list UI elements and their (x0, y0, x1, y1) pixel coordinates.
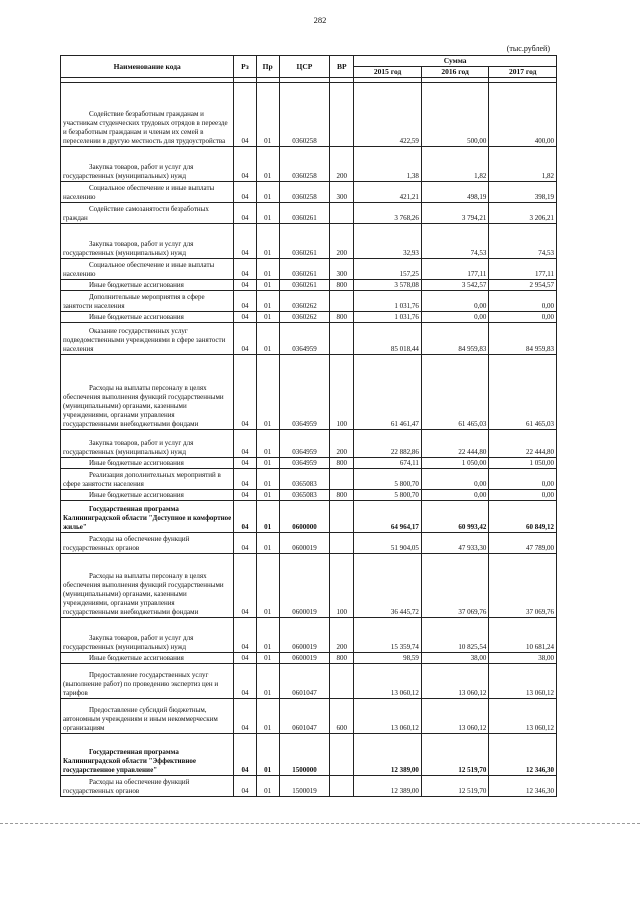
row-2015: 51 904,05 (354, 533, 422, 554)
row-2017: 398,19 (489, 182, 557, 203)
row-pr: 01 (256, 554, 279, 618)
header-name: Наименование кода (61, 56, 234, 78)
row-vr: 600 (330, 699, 354, 734)
row-csr: 0360262 (279, 291, 329, 312)
row-pr: 01 (256, 323, 279, 355)
row-2017: 37 069,76 (489, 554, 557, 618)
row-pr: 01 (256, 458, 279, 469)
row-name-text: Содействие самозанятости безработных граждан (63, 205, 209, 223)
row-rz: 04 (234, 291, 256, 312)
table-row (61, 224, 557, 259)
table-row (61, 653, 557, 664)
row-name-text: Закупка товаров, работ и услуг для государственных (муниципальных) нужд (63, 634, 194, 652)
table-row (61, 501, 557, 533)
row-vr: 100 (330, 355, 354, 430)
row-vr: 300 (330, 182, 354, 203)
row-name-text: Социальное обеспечение и иные выплаты населению (63, 261, 215, 279)
row-vr: 800 (330, 312, 354, 323)
row-2015: 85 018,44 (354, 323, 422, 355)
scan-dashed-line (0, 823, 640, 824)
row-2016: 0,00 (421, 291, 489, 312)
row-rz: 04 (234, 458, 256, 469)
row-name-text: Государственная программа Калининградской области "Доступное и комфортное жилье" (63, 505, 232, 532)
row-2015: 3 578,08 (354, 280, 422, 291)
row-csr: 1500019 (279, 776, 329, 797)
row-pr: 01 (256, 291, 279, 312)
row-2016: 13 060,12 (421, 699, 489, 734)
row-rz: 04 (234, 280, 256, 291)
row-name (61, 224, 234, 259)
row-rz: 04 (234, 182, 256, 203)
row-csr: 0360261 (279, 259, 329, 280)
row-2017: 38,00 (489, 653, 557, 664)
row-rz: 04 (234, 147, 256, 182)
row-pr: 01 (256, 83, 279, 147)
row-csr: 0364959 (279, 323, 329, 355)
row-csr: 0365083 (279, 490, 329, 501)
row-vr: 100 (330, 554, 354, 618)
header-row-1 (61, 56, 557, 67)
units-label: (тыс.рублей) (506, 44, 550, 53)
row-2015: 157,25 (354, 259, 422, 280)
row-csr: 0600019 (279, 533, 329, 554)
table-row (61, 618, 557, 653)
row-vr: 200 (330, 224, 354, 259)
row-rz: 04 (234, 554, 256, 618)
row-csr: 0360262 (279, 312, 329, 323)
row-2015: 22 882,86 (354, 430, 422, 458)
row-vr: 200 (330, 430, 354, 458)
table-body (61, 83, 557, 797)
row-2015: 421,21 (354, 182, 422, 203)
table-row (61, 291, 557, 312)
row-vr (330, 291, 354, 312)
row-name (61, 653, 234, 664)
table-row (61, 664, 557, 699)
row-csr: 0360261 (279, 280, 329, 291)
row-pr: 01 (256, 664, 279, 699)
row-rz: 04 (234, 430, 256, 458)
row-vr (330, 203, 354, 224)
row-2017: 60 849,12 (489, 501, 557, 533)
row-2015: 13 060,12 (354, 699, 422, 734)
row-csr: 0600000 (279, 501, 329, 533)
row-2015: 64 964,17 (354, 501, 422, 533)
row-rz: 04 (234, 323, 256, 355)
row-rz: 04 (234, 664, 256, 699)
row-pr: 01 (256, 501, 279, 533)
row-name (61, 147, 234, 182)
row-rz: 04 (234, 734, 256, 776)
row-pr: 01 (256, 469, 279, 490)
row-2017: 177,11 (489, 259, 557, 280)
row-2016: 60 993,42 (421, 501, 489, 533)
row-name (61, 280, 234, 291)
row-vr: 800 (330, 653, 354, 664)
row-2015: 674,11 (354, 458, 422, 469)
row-csr: 0360261 (279, 224, 329, 259)
row-pr: 01 (256, 490, 279, 501)
row-name (61, 355, 234, 430)
table-row (61, 430, 557, 458)
row-2016: 47 933,30 (421, 533, 489, 554)
row-2016: 84 959,83 (421, 323, 489, 355)
row-vr: 800 (330, 280, 354, 291)
row-name-text: Иные бюджетные ассигнования (89, 459, 184, 468)
header-pr: Пр (256, 56, 279, 78)
row-rz: 04 (234, 776, 256, 797)
row-csr: 0600019 (279, 618, 329, 653)
row-pr: 01 (256, 312, 279, 323)
row-rz: 04 (234, 469, 256, 490)
row-name-text: Государственная программа Калининградской области "Эффективное государственное управление" (63, 748, 196, 775)
table-row (61, 312, 557, 323)
row-rz: 04 (234, 83, 256, 147)
row-2017: 0,00 (489, 469, 557, 490)
row-rz: 04 (234, 490, 256, 501)
row-vr (330, 501, 354, 533)
row-pr: 01 (256, 430, 279, 458)
row-name-text: Социальное обеспечение и иные выплаты населению (63, 184, 215, 202)
header-rz: Рз (234, 56, 256, 78)
page-number: 282 (313, 15, 327, 25)
row-rz: 04 (234, 501, 256, 533)
row-name (61, 490, 234, 501)
table-row (61, 355, 557, 430)
row-name (61, 699, 234, 734)
table-row (61, 203, 557, 224)
row-rz: 04 (234, 653, 256, 664)
table-row (61, 83, 557, 147)
row-2017: 13 060,12 (489, 699, 557, 734)
row-name (61, 458, 234, 469)
row-2016: 498,19 (421, 182, 489, 203)
row-vr (330, 776, 354, 797)
row-2017: 0,00 (489, 312, 557, 323)
row-2017: 400,00 (489, 83, 557, 147)
row-csr: 0601047 (279, 699, 329, 734)
row-rz: 04 (234, 355, 256, 430)
row-pr: 01 (256, 653, 279, 664)
row-name (61, 501, 234, 533)
row-pr: 01 (256, 147, 279, 182)
table-row (61, 533, 557, 554)
row-name (61, 203, 234, 224)
row-vr: 300 (330, 259, 354, 280)
row-2016: 1 050,00 (421, 458, 489, 469)
row-pr: 01 (256, 182, 279, 203)
row-2016: 3 542,57 (421, 280, 489, 291)
row-csr: 0600019 (279, 653, 329, 664)
header-2016: 2016 год (421, 67, 489, 78)
row-name-text: Закупка товаров, работ и услуг для государственных (муниципальных) нужд (63, 439, 194, 457)
row-2015: 5 800,70 (354, 490, 422, 501)
row-name-text: Оказание государственных услуг подведомственными учреждениями в сфере занятости населения (63, 327, 226, 354)
row-2017: 0,00 (489, 490, 557, 501)
header-2017: 2017 год (489, 67, 557, 78)
row-csr: 0360258 (279, 83, 329, 147)
row-name (61, 533, 234, 554)
row-name-text: Расходы на обеспечение функций государственных органов (63, 778, 190, 796)
row-2015: 1 031,76 (354, 312, 422, 323)
row-2015: 36 445,72 (354, 554, 422, 618)
row-pr: 01 (256, 355, 279, 430)
row-2017: 84 959,83 (489, 323, 557, 355)
row-2016: 3 794,21 (421, 203, 489, 224)
row-name-text: Предоставление субсидий бюджетным, автономным учреждениям и иным некоммерческим организациям (63, 706, 218, 733)
row-2017: 74,53 (489, 224, 557, 259)
row-pr: 01 (256, 224, 279, 259)
row-2016: 177,11 (421, 259, 489, 280)
table-row (61, 458, 557, 469)
row-2016: 61 465,03 (421, 355, 489, 430)
row-rz: 04 (234, 224, 256, 259)
row-pr: 01 (256, 203, 279, 224)
row-csr: 0365083 (279, 469, 329, 490)
row-2016: 37 069,76 (421, 554, 489, 618)
row-2016: 500,00 (421, 83, 489, 147)
row-pr: 01 (256, 734, 279, 776)
row-rz: 04 (234, 259, 256, 280)
row-vr (330, 323, 354, 355)
row-2015: 15 359,74 (354, 618, 422, 653)
row-rz: 04 (234, 312, 256, 323)
row-name-text: Дополнительные мероприятия в сфере занятости населения (63, 293, 205, 311)
row-csr: 0600019 (279, 554, 329, 618)
row-csr: 0360261 (279, 203, 329, 224)
row-pr: 01 (256, 280, 279, 291)
row-name (61, 554, 234, 618)
row-2015: 12 389,00 (354, 734, 422, 776)
row-2016: 22 444,80 (421, 430, 489, 458)
row-name-text: Расходы на обеспечение функций государственных органов (63, 535, 190, 553)
row-name (61, 664, 234, 699)
row-name-text: Иные бюджетные ассигнования (89, 654, 184, 663)
row-2017: 3 206,21 (489, 203, 557, 224)
row-name-text: Иные бюджетные ассигнования (89, 491, 184, 500)
row-name-text: Реализация дополнительных мероприятий в сфере занятости населения (63, 471, 221, 489)
row-vr: 200 (330, 618, 354, 653)
row-2015: 422,59 (354, 83, 422, 147)
row-2015: 5 800,70 (354, 469, 422, 490)
row-2016: 13 060,12 (421, 664, 489, 699)
row-2015: 1,38 (354, 147, 422, 182)
row-pr: 01 (256, 259, 279, 280)
row-vr: 800 (330, 490, 354, 501)
row-pr: 01 (256, 776, 279, 797)
row-name (61, 291, 234, 312)
row-vr (330, 664, 354, 699)
row-2017: 1,82 (489, 147, 557, 182)
row-2015: 3 768,26 (354, 203, 422, 224)
row-csr: 0364959 (279, 458, 329, 469)
row-vr (330, 83, 354, 147)
row-2015: 12 389,00 (354, 776, 422, 797)
row-2015: 13 060,12 (354, 664, 422, 699)
row-vr (330, 533, 354, 554)
row-name-text: Предоставление государственных услуг (выполнение работ) по проведению экспертиз цен и тарифов (63, 671, 219, 698)
row-2016: 12 519,70 (421, 776, 489, 797)
row-2017: 10 681,24 (489, 618, 557, 653)
row-2015: 1 031,76 (354, 291, 422, 312)
header-2015: 2015 год (354, 67, 422, 78)
row-name-text: Иные бюджетные ассигнования (89, 281, 184, 290)
budget-table (60, 55, 557, 797)
table-row (61, 734, 557, 776)
row-2016: 1,82 (421, 147, 489, 182)
table-row (61, 554, 557, 618)
row-name-text: Закупка товаров, работ и услуг для государственных (муниципальных) нужд (63, 163, 194, 181)
row-2017: 47 789,00 (489, 533, 557, 554)
row-rz: 04 (234, 203, 256, 224)
table-row (61, 280, 557, 291)
row-pr: 01 (256, 618, 279, 653)
row-2017: 13 060,12 (489, 664, 557, 699)
row-2017: 61 465,03 (489, 355, 557, 430)
row-vr: 200 (330, 147, 354, 182)
row-2016: 12 519,70 (421, 734, 489, 776)
row-vr (330, 469, 354, 490)
table-row (61, 469, 557, 490)
row-2017: 2 954,57 (489, 280, 557, 291)
row-2016: 0,00 (421, 469, 489, 490)
row-name (61, 618, 234, 653)
row-name-text: Закупка товаров, работ и услуг для государственных (муниципальных) нужд (63, 240, 194, 258)
row-name (61, 469, 234, 490)
row-name (61, 83, 234, 147)
table-row (61, 490, 557, 501)
table-row (61, 699, 557, 734)
row-name (61, 182, 234, 203)
row-name (61, 430, 234, 458)
row-csr: 0601047 (279, 664, 329, 699)
row-name-text: Содействие безработным гражданам и участникам студенческих трудовых отрядов в переезде и безработным гражданам и членам их семей в переселении в другую местность для трудоустройства (63, 110, 228, 146)
header-csr: ЦСР (279, 56, 329, 78)
row-pr: 01 (256, 699, 279, 734)
row-name (61, 312, 234, 323)
header-vr: ВР (330, 56, 354, 78)
row-csr: 0360258 (279, 182, 329, 203)
table-row (61, 259, 557, 280)
row-2016: 38,00 (421, 653, 489, 664)
row-2017: 1 050,00 (489, 458, 557, 469)
row-rz: 04 (234, 618, 256, 653)
row-name-text: Расходы на выплаты персоналу в целях обеспечения выполнения функций государственными (муниципальными) органами, казенными учреждениями, органами управления государственными внебюджетными фондами (63, 572, 224, 617)
row-2016: 74,53 (421, 224, 489, 259)
row-name-text: Иные бюджетные ассигнования (89, 313, 184, 322)
row-name (61, 259, 234, 280)
table-row (61, 776, 557, 797)
row-csr: 0364959 (279, 355, 329, 430)
table-row (61, 323, 557, 355)
header-sum: Сумма (354, 56, 557, 67)
table-row (61, 182, 557, 203)
row-rz: 04 (234, 533, 256, 554)
row-rz: 04 (234, 699, 256, 734)
row-2015: 61 461,47 (354, 355, 422, 430)
row-2017: 22 444,80 (489, 430, 557, 458)
row-csr: 0364959 (279, 430, 329, 458)
row-2015: 32,93 (354, 224, 422, 259)
row-csr: 0360258 (279, 147, 329, 182)
row-2016: 0,00 (421, 312, 489, 323)
row-name-text: Расходы на выплаты персоналу в целях обеспечения выполнения функций государственными (муниципальными) органами, казенными учреждениями, органами управления государственными внебюджетными фондами (63, 384, 224, 429)
row-name (61, 734, 234, 776)
row-2017: 12 346,30 (489, 776, 557, 797)
row-csr: 1500000 (279, 734, 329, 776)
row-name (61, 323, 234, 355)
row-2016: 10 825,54 (421, 618, 489, 653)
row-2016: 0,00 (421, 490, 489, 501)
table-row (61, 147, 557, 182)
row-name (61, 776, 234, 797)
row-2017: 12 346,30 (489, 734, 557, 776)
row-vr (330, 734, 354, 776)
row-2015: 98,59 (354, 653, 422, 664)
row-2017: 0,00 (489, 291, 557, 312)
row-vr: 800 (330, 458, 354, 469)
row-pr: 01 (256, 533, 279, 554)
